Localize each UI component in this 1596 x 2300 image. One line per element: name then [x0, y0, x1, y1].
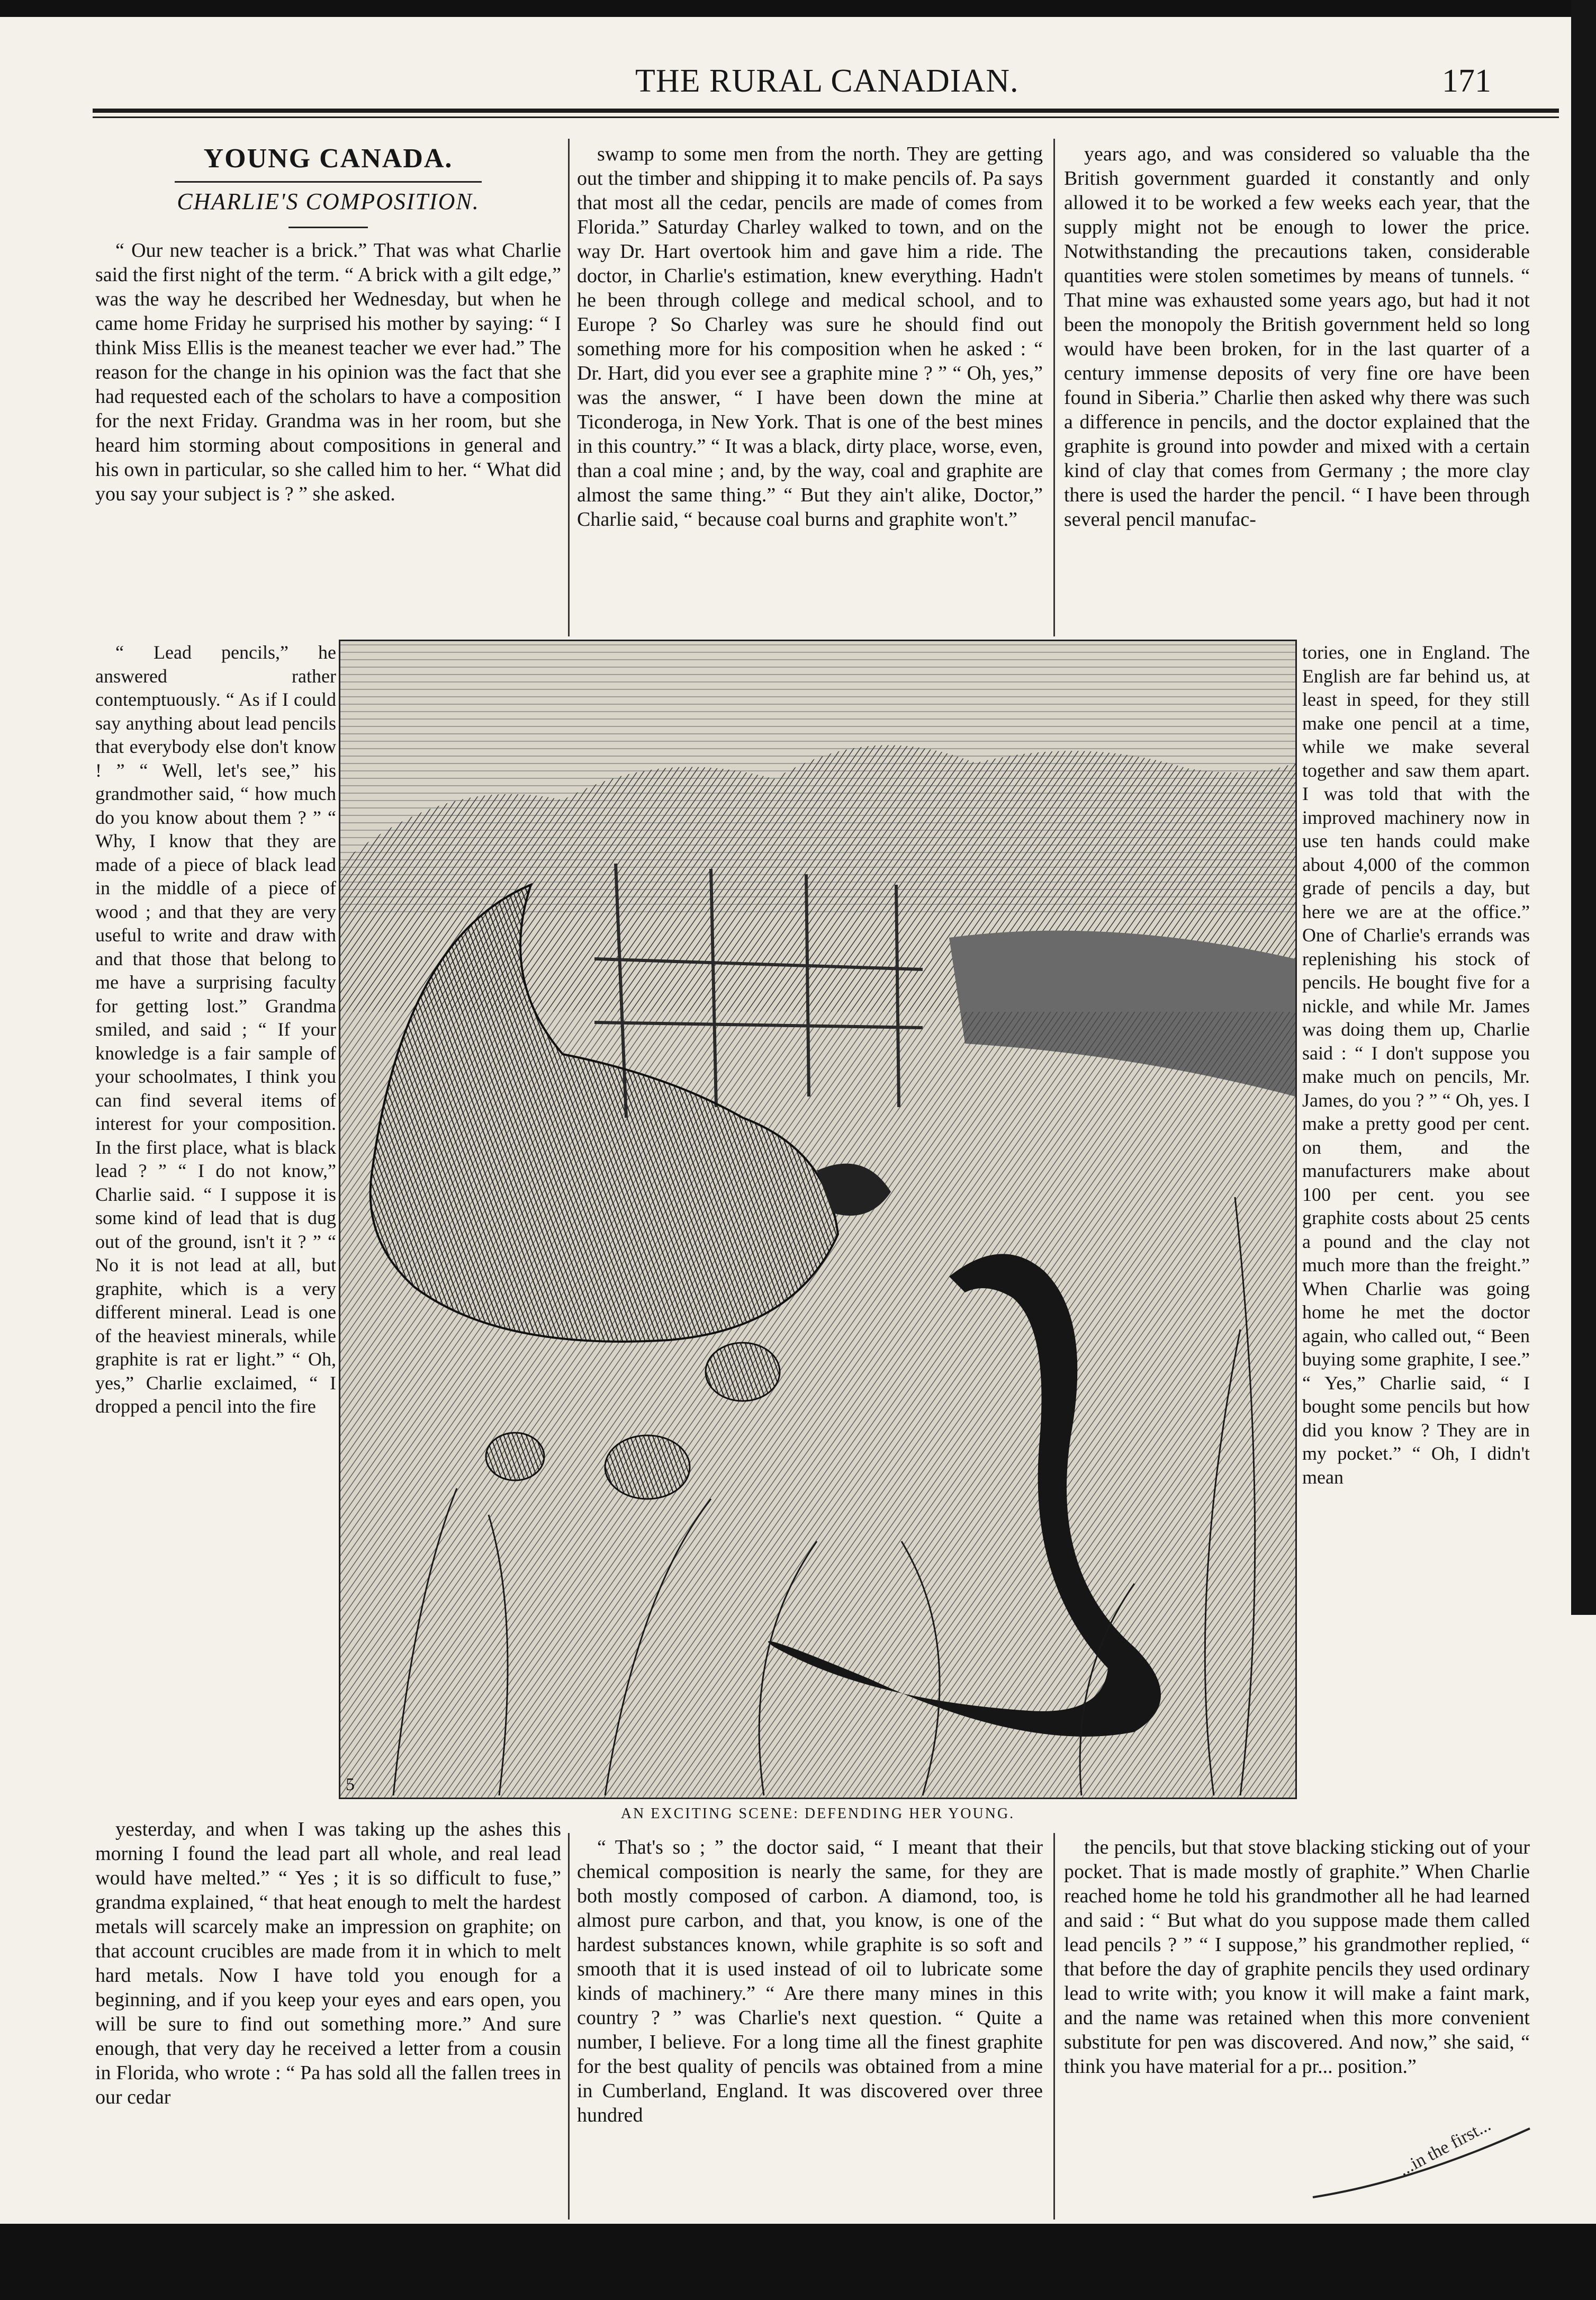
column-3-top-text: years ago, and was considered so valuable tha the British government guarded it constantly and only allowed it to be worked a few weeks each year, that the supply might not be enough to lower the price. Notwithstanding the precautions taken, considerable quantities were stolen sometimes by means of tunnels. “ That mine was exhausted some years ago, but had it not been the monopoly the British government held so long would have been broken, for in the last quarter of a century immense deposits of very fine ore have been found in Siberia.” Charlie then asked why there was such a difference in pencils, and the doctor explained that the graphite is ground into powder and mixed with a certain kind of clay that comes from Germany ; the more clay there is used the harder the pencil. “ I have been through several pencil manufac-	[1064, 143, 1530, 531]
column-separator	[1053, 1833, 1055, 2220]
chick	[605, 1435, 690, 1499]
scan-border-top	[0, 0, 1596, 17]
illustration-caption: AN EXCITING SCENE: DEFENDING HER YOUNG.	[620, 1805, 1015, 1822]
column-2-bottom-text: “ That's so ; ” the doctor said, “ I meant that their chemical composition is nearly the same, for they are both mostly composed of carbon. A diamond, too, is almost pure carbon, and that, you know, is one of the hardest substances known, while graphite is so soft and smooth that it is used instead of oil to lubricate some kinds of machinery.” “ Are there many mines in this country ? ” was Charlie's next question. “ Quite a number, I believe. For a long time all the finest graphite for the best quality of pencils was obtained from a mine in Cumberland, England. It was discovered over three hundred	[577, 1836, 1043, 2126]
column-1-bottom	[95, 1817, 561, 2220]
engraving-illustration	[339, 640, 1297, 1799]
scan-border-right	[1571, 0, 1596, 1615]
chick	[486, 1433, 544, 1480]
column-1-narrow	[95, 641, 336, 1817]
column-2-top	[577, 142, 1043, 661]
stamp-drawing	[1308, 2118, 1540, 2203]
page-number: 171	[1442, 63, 1491, 99]
section-divider	[175, 181, 482, 183]
column-3-narrow-text: tories, one in England. The English are far behind us, at least in speed, for they still make one pencil at a time, while we make several together and saw them apart. I was told that with the improved machinery now in use ten hands could make about 4,000 of the common grade of pencils a day, but here we are at the office.” One of Charlie's errands was replenishing his stock of pencils. He bought five for a nickle, and while Mr. James was doing them up, Charlie said : “ I don't suppose you make much on pencils, Mr. James, do you ? ” “ Oh, yes. I make a pretty good per cent. on them, and the manufacturers make about 100 per cent. you see graphite costs about 25 cents a pound and the clay not much more than the freight.” When Charlie was going home he met the doctor again, who called out, “ Been buying some graphite, I see.” “ Yes,” Charlie said, “ I bought some pencils but how did you know ? They are in my pocket.” “ Oh, I didn't mean	[1302, 642, 1530, 1488]
engraver-mark: 5	[346, 1775, 355, 1794]
column-1-bottom-text: yesterday, and when I was taking up the ashes this morning I found the lead part all whole, and real lead would have melted.” “ Yes ; it is so difficult to fuse,” grandma explained, “ that heat enough to melt the hardest metals will scarcely make an impression on graphite; on that account crucibles are made from it in which to melt hard metals. Now I have told you enough for a beginning, and if you keep your eyes and ears open, you will be sure to find out something more.” And sure enough, that very day he received a letter from a cousin in Florida, who wrote : “ Pa has sold all the fallen trees in our cedar	[95, 1818, 561, 2108]
column-separator	[1053, 139, 1055, 636]
column-3-bottom-text: the pencils, but that stove blacking sticking out of your pocket. That is made mostly of graphite.” When Charlie reached home he told his grandmother all he had learned and said : “ But what do you suppose made them called lead pencils ? ” “ I suppose,” his grandmother replied, “ that before the day of graphite pencils they used ordinary lead to write with; you know it will make a faint mark, and the name was retained when this more convenient substitute for pen was discovered. And now,” she said, “ think you have material for a pr... position.”	[1064, 1836, 1530, 2078]
column-3-top	[1064, 142, 1530, 637]
header-rule-thin	[93, 116, 1559, 118]
section-title: YOUNG CANADA.	[203, 143, 453, 174]
column-1-top-text: “ Our new teacher is a brick.” That was what Charlie said the first night of the term. “ A brick with a gilt edge,” was the way he described her Wednesday, but when he came home Friday he surprised his mother by saying: “ I think Miss Ellis is the meanest teacher we ever had.” The reason for the change in his opinion was the fact that she had requested each of the scholars to have a composition for the next Friday. Grandma was in her room, but she heard him storming about compositions in general and his own in particular, so she called him to her. “ What did you say your subject is ? ” she asked.	[95, 239, 561, 505]
column-separator	[568, 1833, 570, 2220]
column-1-narrow-text: “ Lead pencils,” he answered rather contemptuously. “ As if I could say anything about lead pencils that everybody else don't know ! ” “ Well, let's see,” his grandmother said, “ how much do you know about them ? ” “ Why, I know that they are made of a piece of black lead in the middle of a piece of wood ; and that they are very useful to write and draw with and that those that belong to me have a surprising faculty for getting lost.” Grandma smiled, and said ; “ If your knowledge is a fair sample of your schoolmates, I think you can find several items of interest for your composition. In the first place, what is black lead ? ” “ I do not know,” Charlie said. “ I suppose it is some kind of lead that is dug out of the ground, isn't it ? ” “ No it is not lead at all, but graphite, which is a very different mineral. Lead is one of the heaviest minerals, while graphite is rat er light.” “ Oh, yes,” Charlie exclaimed, “ I dropped a pencil into the fire	[95, 642, 336, 1417]
column-3-narrow	[1302, 641, 1530, 1837]
column-separator	[568, 139, 570, 636]
library-stamp	[1308, 2118, 1540, 2203]
column-2-bottom	[577, 1835, 1043, 2220]
header-rule	[93, 109, 1559, 113]
column-1-top	[95, 238, 561, 641]
chick	[706, 1343, 780, 1401]
article-title: CHARLIE'S COMPOSITION.	[177, 188, 480, 214]
column-2-top-text: swamp to some men from the north. They are getting out the timber and shipping it to make pencils of. Pa says that most all the cedar, pencils are made of comes from Florida.” Saturday Charley walked to town, and on the way Dr. Hart overtook him and gave him a ride. The doctor, in Charlie's estimation, knew everything. Hadn't he been through college and medical school, and to Europe ? So Charley was sure he should find out something more for his composition when he asked : “ Dr. Hart, did you ever see a graphite mine ? ” “ Oh, yes,” was the answer, “ I have been down the mine at Ticonderoga, in New York. That is one of the best mines in this country.” “ It was a black, dirty place, worse, even, than a coal mine ; and, by the way, coal and graphite are almost the same thing.” “ But they ain't alike, Doctor,” Charlie said, “ because coal burns and graphite won't.”	[577, 143, 1043, 531]
engraving-drawing	[340, 641, 1295, 1798]
scan-border-bottom	[0, 2224, 1596, 2300]
newspaper-title: THE RURAL CANADIAN.	[635, 63, 1019, 99]
article-divider	[288, 227, 368, 228]
stamp-text: ...in the first...	[1395, 2118, 1494, 2180]
